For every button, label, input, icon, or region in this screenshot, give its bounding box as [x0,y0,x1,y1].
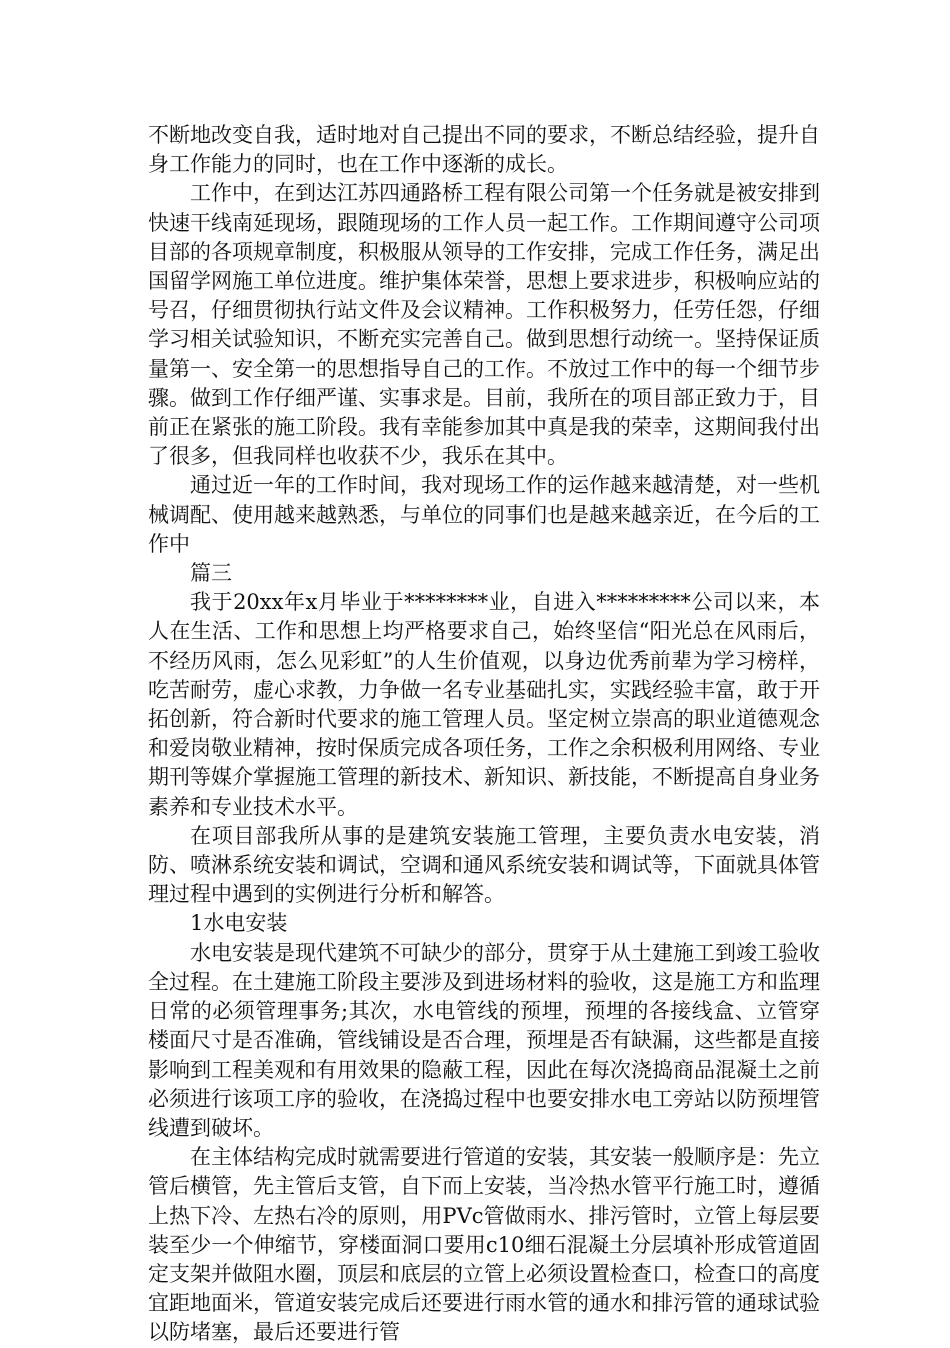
document-body [148,121,820,1348]
section-heading-part-three: 篇三 [190,561,232,586]
section-heading-plumbing-electrical: 1水电安装 [190,911,288,936]
paragraph-work-experience: 工作中，在到达江苏四通路桥工程有限公司第一个任务就是被安排到快速干线南延现场，跟随现场的工作人员一起工作。工作期间遵守公司项目部的各项规章制度，积极服从领导的工作安排，完成工作任务，满足出国留学网施工单位进度。维护集体荣誉，思想上要求进步，积极响应站的号召，仔细贯彻执行站文件及会议精神。工作积极努力，任劳任怨，仔细学习相关试验知识，不断充实完善自己。做到思想行动统一。坚持保证质量第一、安全第一的思想指导自己的工作。不放过工作中的每一个细节步骤。做到工作仔细严谨、实事求是。目前，我所在的项目部正致力于，目前正在紧张的施工阶段。我有幸能参加其中真是我的荣幸，这期间我付出了很多，但我同样也收获不少，我乐在其中。 [148,181,820,469]
paragraph-continued: 不断地改变自我，适时地对自己提出不同的要求，不断总结经验，提升自身工作能力的同时，也在工作中逐渐的成长。 [148,123,820,177]
paragraph-one-year-summary: 通过近一年的工作时间，我对现场工作的运作越来越清楚，对一些机械调配、使用越来越熟悉，与单位的同事们也是越来越亲近，在今后的工作中 [148,473,820,556]
paragraph-pipe-installation: 在主体结构完成时就需要进行管道的安装，其安装一般顺序是：先立管后横管，先主管后支管，自下而上安装，当冷热水管平行施工时，遵循上热下冷、左热右冷的原则，用PVc管做雨水、排污管时，立管上每层要装至少一个伸缩节，穿楼面洞口要用c10细石混凝土分层填补形成管道固定支架并做阻水圈，顶层和底层的立管上必须设置检查口，检查口的高度宜距地面米，管道安装完成后还要进行雨水管的通水和排污管的通球试验以防堵塞，最后还要进行管 [148,1145,820,1345]
paragraph-plumbing-electrical: 水电安装是现代建筑不可缺少的部分，贯穿于从土建施工到竣工验收全过程。在土建施工阶段主要涉及到进场材料的验收，这是施工方和监理日常的必须管理事务;其次，水电管线的预埋，预埋的各接线盒、立管穿楼面尺寸是否准确，管线铺设是否合理，预埋是否有缺漏，这些都是直接影响到工程美观和有用效果的隐蔽工程，因此在每次浇捣商品混凝土之前必须进行该项工序的验收，在浇捣过程中也要安排水电工旁站以防预埋管线遭到破坏。 [148,940,820,1140]
paragraph-project-role: 在项目部我所从事的是建筑安装施工管理，主要负责水电安装，消防、喷淋系统安装和调试，空调和通风系统安装和调试等，下面就具体管理过程中遇到的实例进行分析和解答。 [148,823,820,907]
paragraph-self-introduction: 我于20xx年x月毕业于********业，自进入*********公司以来，本人在生活、工作和思想上均严格要求自己，始终坚信“阳光总在风雨后，不经历风雨，怎么见彩虹”的人生价值观，以身边优秀前辈为学习榜样，吃苦耐劳，虚心求教，力争做一名专业基础扎实，实践经验丰富，敢于开拓创新，符合新时代要求的施工管理人员。坚定树立崇高的职业道德观念和爱岗敬业精神，按时保质完成各项任务，工作之余积极利用网络、专业期刊等媒介掌握施工管理的新技术、新知识、新技能，不断提高自身业务素养和专业技术水平。 [148,590,820,819]
